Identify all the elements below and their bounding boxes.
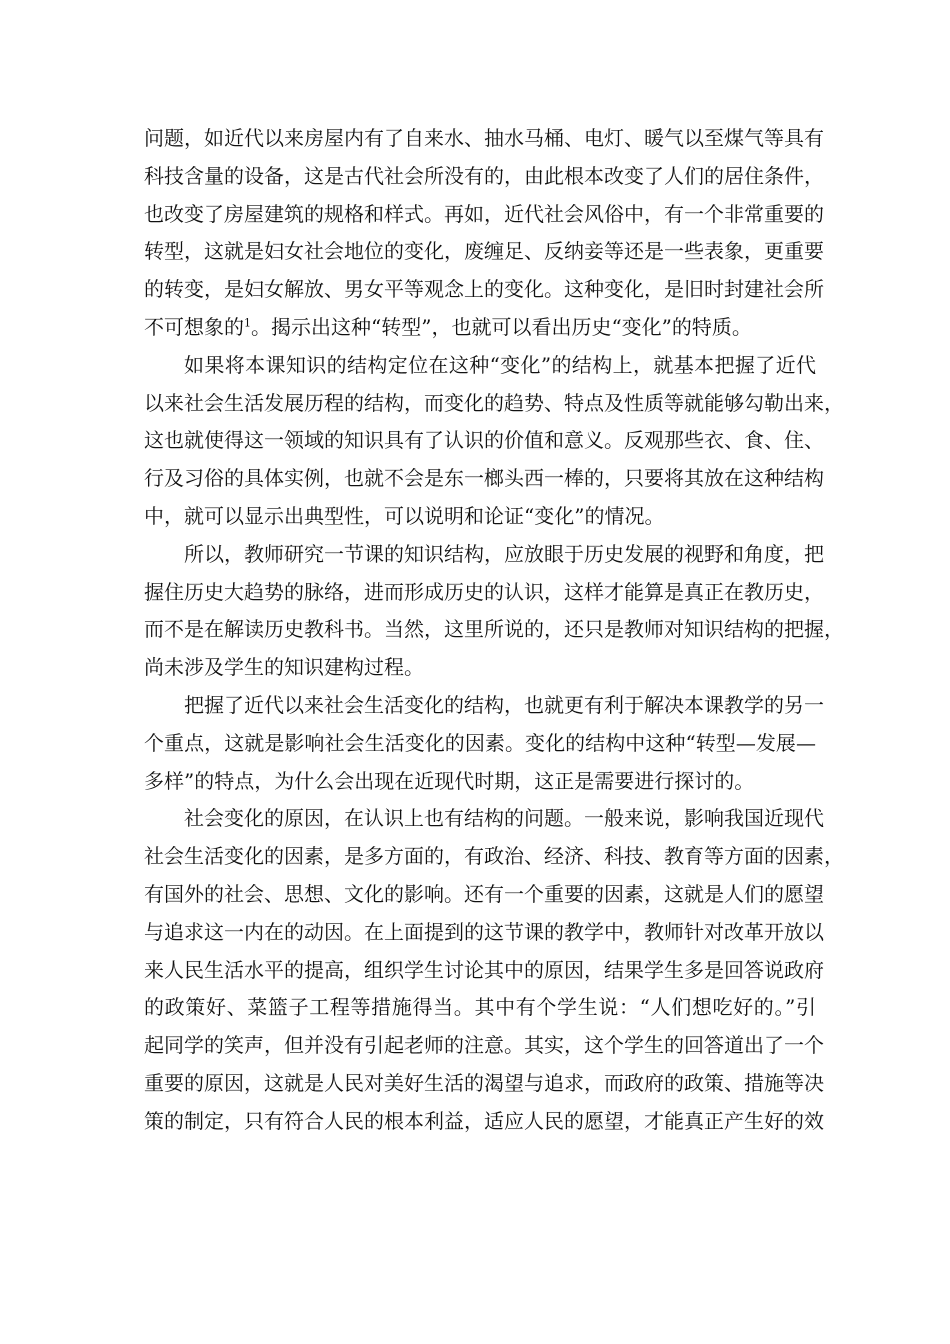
text-line: 把握了近代以来社会生活变化的结构，也就更有利于解决本课教学的另一 — [184, 692, 824, 717]
text-line: 起同学的笑声，但并没有引起老师的注意。其实，这个学生的回答道出了一个 — [144, 1033, 824, 1058]
footnote-marker[interactable]: 1 — [244, 316, 251, 330]
text-line: 来人民生活水平的提高，组织学生讨论其中的原因，结果学生多是回答说政府 — [144, 957, 824, 982]
text-line: 尚未涉及学生的知识建构过程。 — [144, 655, 424, 680]
body-text — [144, 120, 844, 1141]
text-line: 与追求这一内在的动因。在上面提到的这节课的教学中，教师针对改革开放以 — [144, 919, 824, 944]
text-segment: 不可想象的 — [144, 314, 244, 339]
text-line: 的政策好、菜篮子工程等措施得当。其中有个学生说：“人们想吃好的。”引 — [144, 995, 816, 1020]
text-line: 多样”的特点，为什么会出现在近现代时期，这正是需要进行探讨的。 — [144, 768, 755, 793]
text-line: 这也就使得这一领域的知识具有了认识的价值和意义。反观那些衣、食、住、 — [144, 428, 824, 453]
text-line: 也改变了房屋建筑的规格和样式。再如，近代社会风俗中，有一个非常重要的 — [144, 201, 824, 226]
text-line: 而不是在解读历史教科书。当然，这里所说的，还只是教师对知识结构的把握， — [144, 617, 844, 642]
text-line: 问题，如近代以来房屋内有了自来水、抽水马桶、电灯、暖气以至煤气等具有 — [144, 126, 824, 150]
text-line: 社会变化的原因，在认识上也有结构的问题。一般来说，影响我国近现代 — [184, 806, 824, 831]
paragraph — [144, 687, 824, 800]
text-line: 个重点，这就是影响社会生活变化的因素。变化的结构中这种“转型—发展— — [144, 730, 816, 755]
text-line: 行及习俗的具体实例，也就不会是东一榔头西一棒的，只要将其放在这种结构 — [144, 466, 824, 491]
paragraph — [144, 347, 844, 536]
text-segment: 。揭示出这种“转型”，也就可以看出历史“变化”的特质。 — [251, 314, 752, 339]
text-line: 中，就可以显示出典型性，可以说明和论证“变化”的情况。 — [144, 503, 665, 528]
text-line: 科技含量的设备，这是古代社会所没有的，由此根本改变了人们的居住条件， — [144, 163, 824, 188]
text-line: 重要的原因，这就是人民对美好生活的渴望与追求，而政府的政策、措施等决 — [144, 1070, 824, 1095]
paragraph — [144, 120, 824, 347]
text-line: 握住历史大趋势的脉络，进而形成历史的认识，这样才能算是真正在教历史， — [144, 579, 824, 604]
text-line: 的转变，是妇女解放、男女平等观念上的变化。这种变化，是旧时封建社会所 — [144, 277, 824, 302]
text-line — [144, 309, 816, 347]
text-line: 以来社会生活发展历程的结构，而变化的趋势、特点及性质等就能够勾勒出来， — [144, 390, 844, 415]
paragraph — [144, 800, 844, 1140]
text-line: 如果将本课知识的结构定位在这种“变化”的结构上，就基本把握了近代 — [184, 352, 816, 377]
text-line: 有国外的社会、思想、文化的影响。还有一个重要的因素，这就是人们的愿望 — [144, 881, 824, 906]
text-line: 转型，这就是妇女社会地位的变化，废缠足、反纳妾等还是一些表象，更重要 — [144, 239, 824, 264]
paragraph — [144, 536, 844, 687]
text-line: 所以，教师研究一节课的知识结构，应放眼于历史发展的视野和角度，把 — [184, 541, 824, 566]
text-line: 策的制定，只有符合人民的根本利益，适应人民的愿望，才能真正产生好的效 — [144, 1108, 824, 1133]
text-line: 社会生活变化的因素，是多方面的，有政治、经济、科技、教育等方面的因素， — [144, 844, 844, 869]
